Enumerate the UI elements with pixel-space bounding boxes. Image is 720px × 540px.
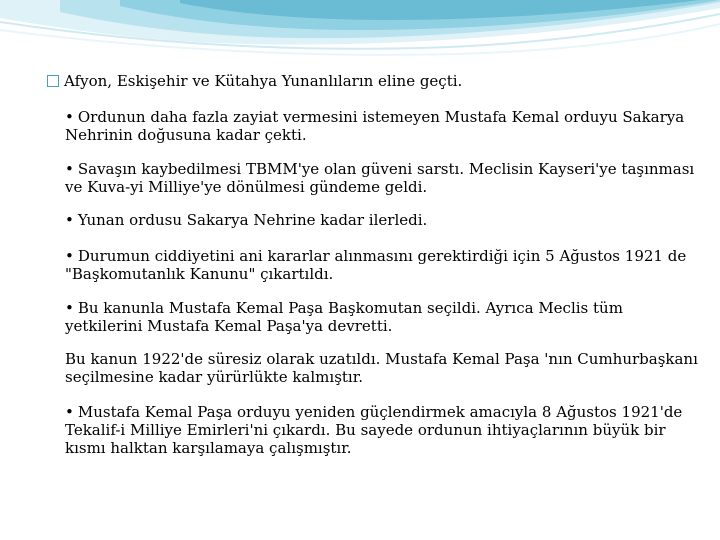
paragraph-text: Savaşın kaybedilmesi TBMM'ye olan güveni sarstı. Meclisin Kayseri'ye taşınması ve Kuva-yi Milliye'ye dönülmesi gündeme geldi. [65, 160, 695, 196]
paragraph-7 [65, 403, 705, 457]
paragraph-3 [65, 211, 705, 229]
paragraph-5 [65, 299, 705, 335]
paragraph-text: Bu kanun 1922'de süresiz olarak uzatıldı. Mustafa Kemal Paşa 'nın Cumhurbaşkanı seçilmesine kadar yürürlükte kalmıştır. [65, 350, 698, 386]
paragraph-text: Yunan ordusu Sakarya Nehrine kadar ilerledi. [77, 211, 428, 229]
bullet-dot: • [65, 108, 74, 126]
heading-text: Afyon, Eskişehir ve Kütahya Yunanlıların eline geçti. [64, 72, 463, 90]
paragraph-text: Ordunun daha fazla zayiat vermesini istemeyen Mustafa Kemal orduyu Sakarya Nehrinin doğusuna kadar çekti. [65, 108, 685, 144]
paragraph-2 [65, 160, 705, 196]
heading [47, 72, 697, 90]
paragraph-6 [65, 350, 705, 386]
paragraph-1 [65, 108, 705, 144]
paragraph-4 [65, 247, 705, 283]
square-bullet-icon [47, 75, 59, 87]
bullet-dot: • [65, 299, 74, 317]
bullet-dot: • [65, 211, 74, 229]
paragraph-text: Durumun ciddiyetini ani kararlar alınmasını gerektirdiği için 5 Ağustos 1921 de "Başkomutanlık Kanunu" çıkartıldı. [65, 247, 687, 283]
paragraph-text: Mustafa Kemal Paşa orduyu yeniden güçlendirmek amacıyla 8 Ağustos 1921'de Tekalif-i Milliye Emirleri'ni çıkardı. Bu sayede ordunun ihtiyaçlarının büyük bir kısmı halktan karşılamaya çalışmıştır. [65, 403, 683, 457]
bullet-dot: • [65, 160, 74, 178]
bullet-dot: • [65, 247, 74, 265]
paragraph-text: Bu kanunla Mustafa Kemal Paşa Başkomutan seçildi. Ayrıca Meclis tüm yetkilerini Mustafa Kemal Paşa'ya devretti. [65, 299, 623, 335]
bullet-dot: • [65, 403, 74, 421]
